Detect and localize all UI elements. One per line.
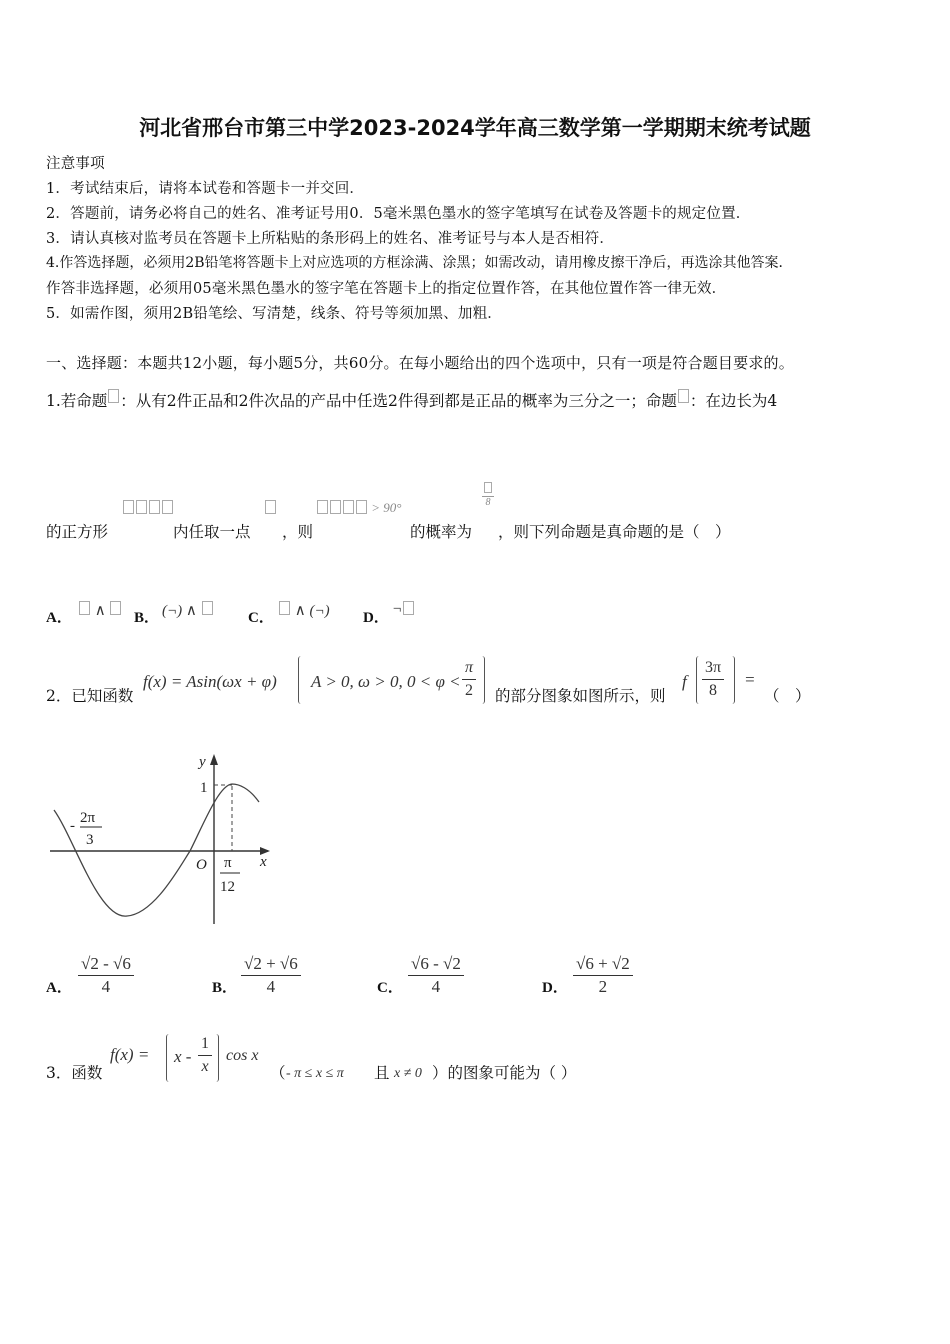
q2-option-a[interactable]: A． (46, 980, 72, 996)
q2-arg-paren-right (732, 656, 735, 704)
q2-arg-frac: $\frac{3\pi}{8}$ (702, 657, 724, 702)
q3-inner-frac: $\frac{1}{x}$ (198, 1033, 212, 1078)
neg-tick-den: 3 (86, 832, 94, 848)
q2-option-a-frac: $\frac{√2 - √6}{4}$ (78, 953, 134, 998)
y-tick-1: 1 (200, 780, 208, 796)
q1-line2-c: ，则 (282, 523, 314, 541)
q1-line1 (46, 389, 777, 411)
q1-angle-text: > 90° (371, 500, 402, 515)
q2-f: f (682, 672, 687, 691)
q2-suffix: （ ） (764, 687, 811, 705)
q1-text-c: ：在边长为4 (689, 392, 778, 410)
pos-tick-den: 12 (220, 879, 235, 895)
notice-heading: 注意事项 (46, 156, 105, 172)
q1-option-a-expr: ∧ (78, 601, 122, 620)
y-axis-arrow (210, 754, 218, 765)
q1-line2 (46, 520, 108, 542)
q2-prefix: 2．已知函数 (46, 687, 134, 705)
notice-item-3: 3．请认真核对监考员在答题卡上所粘贴的条形码上的姓名、准考证号与本人是否相符． (46, 231, 615, 247)
q3-and: 且 (374, 1064, 390, 1082)
q1-option-d-expr: ¬ (392, 601, 415, 618)
q2-option-d-frac: $\frac{√6 + √2}{2}$ (573, 953, 633, 998)
q-symbol (678, 389, 689, 403)
q1-option-a[interactable]: A． (46, 610, 72, 626)
p-symbol (108, 389, 119, 403)
q1-line2-e: ，则下列命题是真命题的是（ ） (498, 523, 731, 541)
neg-tick-sign: - (70, 818, 75, 834)
q2-option-b[interactable]: B． (212, 980, 238, 996)
q1-option-b[interactable]: B． (134, 610, 160, 626)
notice-item-4: 4.作答选择题，必须用2B铅笔将答题卡上对应选项的方框涂满、涂黑；如需改动，请用橡皮擦干净后，再选涂其他答案． (46, 255, 793, 271)
q2-condition: A > 0, ω > 0, 0 < φ < (311, 672, 461, 691)
q2-mid: 的部分图象如图所示，则 (495, 687, 666, 705)
q1-line2-d: 的概率为 (410, 523, 473, 541)
q1-point-placeholder (264, 500, 277, 516)
pos-tick-num: π (224, 855, 232, 871)
q2-option-d[interactable]: D． (542, 980, 568, 996)
y-axis-label: y (199, 754, 206, 770)
q2-function: f(x) = Asin(ωx + φ) (143, 672, 277, 691)
q1-prob-fraction (482, 482, 494, 508)
q2-option-c[interactable]: C． (377, 980, 403, 996)
q2-paren-right (482, 656, 485, 704)
q1-text-b: ：从有2件正品和2件次品的产品中任选2件得到都是正品的概率为三分之一；命题 (120, 392, 677, 410)
sine-curve (54, 784, 259, 916)
origin-label: O (196, 857, 207, 873)
q2-eq: = (744, 670, 756, 689)
page-title: 河北省邢台市第三中学2023-2024学年高三数学第一学期期末统考试题 (139, 116, 811, 140)
q1-square-placeholder (122, 500, 174, 516)
q1-option-b-expr: (¬) ∧ (162, 601, 214, 620)
notice-item-1: 1．考试结束后，请将本试卷和答题卡一并交回． (46, 181, 365, 197)
q3-prefix: 3．函数 (46, 1064, 103, 1082)
q1-option-d[interactable]: D． (363, 610, 389, 626)
section-heading: 一、选择题：本题共12小题，每小题5分，共60分。在每小题给出的四个选项中，只有一项是符合题目要求的。 (46, 354, 794, 372)
q3-neq: x ≠ 0 (394, 1066, 422, 1081)
q2-graph (44, 748, 284, 928)
q3-inner: x - (174, 1047, 192, 1066)
neg-tick-num: 2π (80, 810, 96, 826)
q1-option-c-expr: ∧ (¬) (278, 601, 330, 620)
q1-angle-expr (316, 500, 401, 516)
q3-suffix: ）的图象可能为（ ） (432, 1064, 577, 1082)
q1-prob-den: 8 (485, 497, 491, 508)
q1-line2-a: 的正方形 (46, 523, 109, 541)
q2-cond-frac: $\frac{\pi}{2}$ (462, 657, 476, 702)
q3-range: - π ≤ x ≤ π (286, 1066, 344, 1081)
q3-paren-left (166, 1034, 169, 1082)
notice-item-4b: 作答非选择题，必须用05毫米黑色墨水的签字笔在答题卡上的指定位置作答，在其他位置作答一律无效． (46, 281, 727, 297)
q3-range-open: （ (270, 1064, 286, 1082)
q1-line2-b: 内任取一点 (173, 523, 251, 541)
q2-paren-left (298, 656, 301, 704)
q3-cos: cos x (226, 1047, 259, 1064)
q2-arg-paren-left (696, 656, 699, 704)
q2-option-c-frac: $\frac{√6 - √2}{4}$ (408, 953, 464, 998)
notice-item-5: 5．如需作图，须用2B铅笔绘、写清楚，线条、符号等须加黑、加粗． (46, 306, 503, 322)
q3-function: f(x) = (110, 1045, 150, 1064)
notice-item-2: 2．答题前，请务必将自己的姓名、准考证号用0．5毫米黑色墨水的签字笔填写在试卷及答题卡的规定位置． (46, 206, 751, 222)
q1-text-a: 1.若命题 (46, 392, 108, 410)
q1-option-c[interactable]: C． (248, 610, 274, 626)
q3-paren-right (216, 1034, 219, 1082)
q2-option-b-frac: $\frac{√2 + √6}{4}$ (241, 953, 301, 998)
x-axis-label: x (260, 854, 267, 870)
